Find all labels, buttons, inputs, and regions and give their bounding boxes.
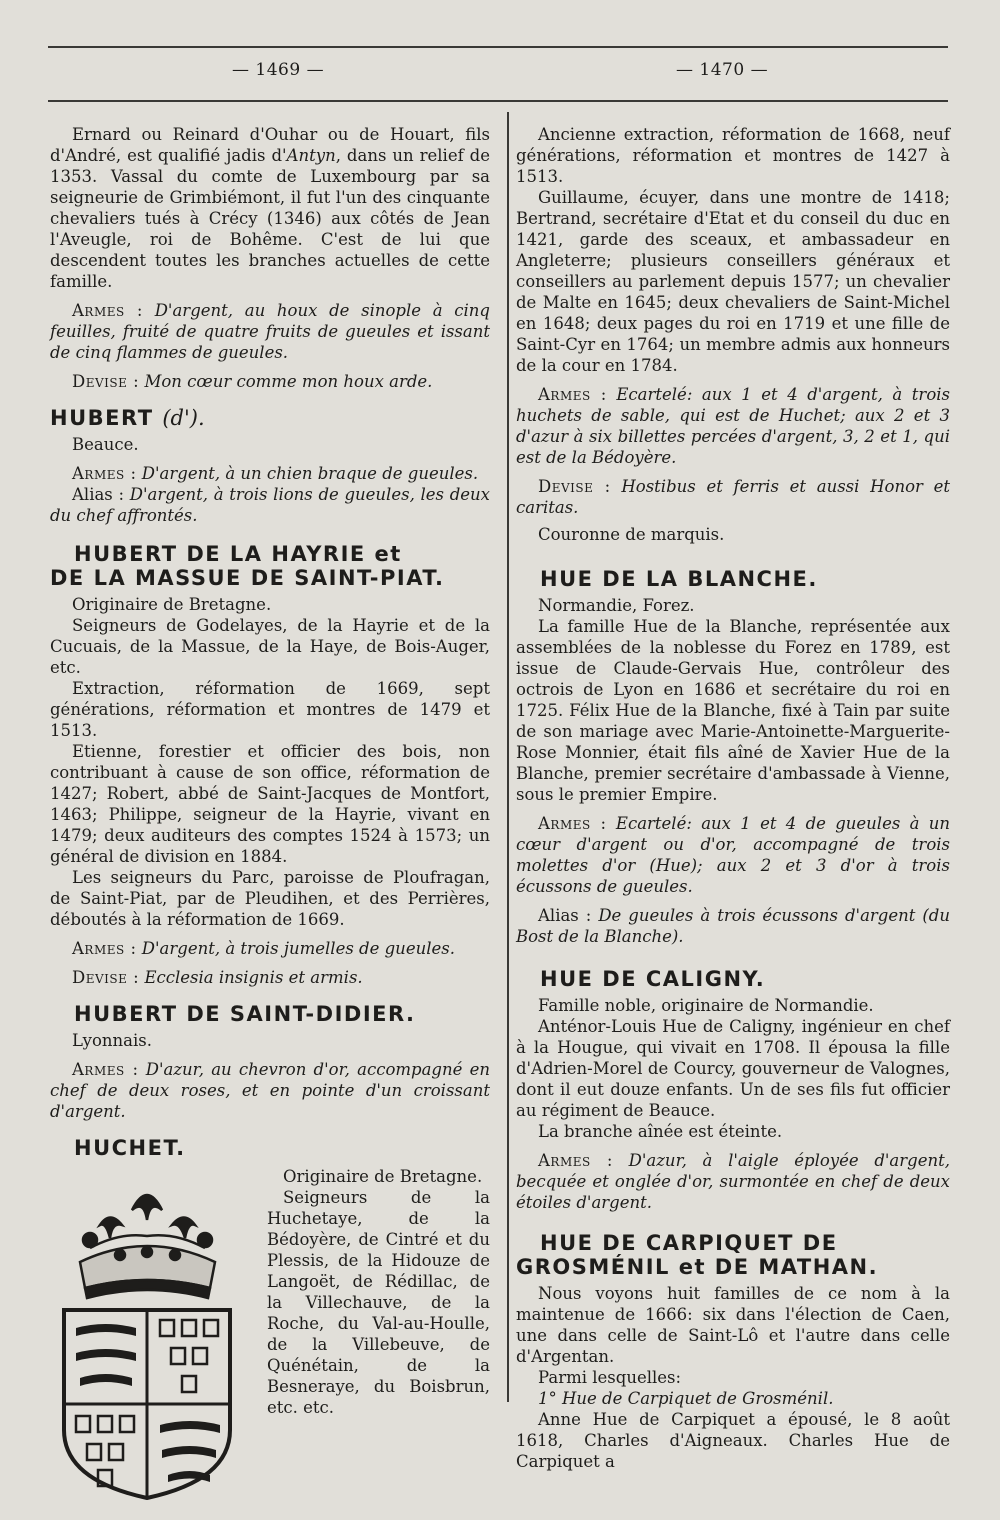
motto-line: Devise : Ecclesia insignis et armis. — [72, 968, 363, 987]
arms-line: Armes : Ecartelé: aux 1 et 4 d'argent, à trois huchets de sable, qui est de Huchet; aux 2 et 3 d'azur à six billettes percées d'argent, 3, 2 et 1, qui est de la Bédoyère. — [516, 385, 950, 467]
entry-heading: HUBERT DE LA HAYRIE et DE LA MASSUE DE SAINT-PIAT. — [50, 542, 445, 590]
paragraph: Ancienne extraction, réformation de 1668, neuf générations, réformation et montres de 1427 à 1513. — [516, 125, 950, 186]
left-column — [50, 124, 490, 1500]
crown-icon — [80, 1195, 215, 1298]
entry-heading: HUBERT DE SAINT-DIDIER. — [74, 1002, 416, 1026]
paragraph: Parmi lesquelles: — [538, 1368, 682, 1387]
motto-line: Devise : Mon cœur comme mon houx arde. — [72, 372, 433, 391]
paragraph: Extraction, réformation de 1669, sept générations, réformation et montres de 1479 et 1513. — [50, 679, 490, 740]
paragraph: Les seigneurs du Parc, paroisse de Ploufragan, de Saint-Piat, par de Pleudihen, et des Perrières, déboutés à la réformation de 1669. — [50, 868, 490, 929]
right-column — [516, 124, 950, 1472]
arms-line: Armes : Ecartelé: aux 1 et 4 de gueules à un cœur d'argent ou d'or, accompagné de trois molettes d'or (Hue); aux 2 et 3 d'or à trois écussons de gueules. — [516, 814, 951, 896]
motto-line: Devise : Hostibus et ferris et aussi Honor et caritas. — [516, 477, 951, 517]
entry-heading: HUE DE LA BLANCHE. — [540, 567, 818, 591]
paragraph: Famille noble, originaire de Normandie. — [538, 996, 874, 1015]
shield-icon — [64, 1310, 230, 1498]
paragraph: Guillaume, écuyer, dans une montre de 1418; Bertrand, secrétaire d'Etat et du conseil du duc en 1421, garde des sceaux, et ambassadeur en Angleterre; plusieurs conseillers généraux et conseillers au parlement depuis 1577; un chevalier de Malte en 1645; deux chevaliers de Saint-Michel en 1648; deux pages du roi en 1719 et une fille de Saint-Cyr en 1764; un membre admis aux honneurs de la cour en 1784. — [516, 188, 950, 375]
origin-line: Lyonnais. — [72, 1031, 153, 1050]
paragraph: La branche aînée est éteinte. — [538, 1122, 783, 1141]
arms-line: Armes : D'argent, au houx de sinople à cinq feuilles, fruité de quatre fruits de gueules et issant de cinq flammes de gueules. — [50, 301, 490, 362]
entry-heading: HUE DE CALIGNY. — [540, 967, 766, 991]
origin-line: Originaire de Bretagne. — [283, 1167, 483, 1186]
alias-line: Alias : De gueules à trois écussons d'argent (du Bost de la Blanche). — [516, 906, 950, 946]
top-border-rule — [48, 46, 948, 48]
paragraph: La famille Hue de la Blanche, représentée aux assemblées de la noblesse du Forez en 1789, est issue de Claude-Gervais Hue, contrôleur des octrois de Lyon en 1686 et secrétaire du roi en 1725. Félix Hue de la Blanche, fixé à Tain par suite de son mariage avec Marie-Antoinette-Marguerite-Rose Monnier, était fils aîné de Xavier Hue de la Blanche, premier secrétaire d'ambassade à Vienne, sous le premier Empire. — [516, 617, 950, 804]
paragraph: Anne Hue de Carpiquet a épousé, le 8 août 1618, Charles d'Aigneaux. Charles Hue de Carpiquet a — [516, 1410, 950, 1471]
alias-line: Alias : D'argent, à trois lions de gueules, les deux du chef affrontés. — [50, 485, 490, 525]
coat-of-arms-image — [50, 1170, 245, 1500]
arms-line: Armes : D'azur, à l'aigle éployée d'argent, becquée et onglée d'or, surmontée en chef de deux étoiles d'argent. — [516, 1151, 950, 1212]
entry-heading: HUE DE CARPIQUET DE GROSMÉNIL et DE MATHAN. — [516, 1231, 879, 1279]
origin-line: Originaire de Bretagne. — [72, 595, 272, 614]
header-rule — [48, 100, 948, 102]
paragraph: Seigneurs de la Huchetaye, de la Bédoyère, de Cintré et du Plessis, de la Hidouze de Langoët, de Rédillac, de la Villechauve, de la Roche, du Val-au-Houlle, de la Villebeuve, de Quénétain, de la Besneraye, du Boisbrun, etc. etc. — [267, 1188, 490, 1417]
entry-heading: HUBERT (d'). — [50, 406, 205, 430]
paragraph: Nous voyons huit familles de ce nom à la maintenue de 1666: six dans l'élection de Caen, une dans celle de Saint-Lô et l'autre dans celle d'Argentan. — [516, 1284, 950, 1366]
arms-line: Armes : D'argent, à trois jumelles de gueules. — [72, 939, 455, 958]
paragraph: Seigneurs de Godelayes, de la Hayrie et de la Cucuais, de la Massue, de la Haye, de Bois-Auger, etc. — [50, 616, 490, 677]
paragraph: Etienne, forestier et officier des bois, non contribuant à cause de son office, réformation de 1427; Robert, abbé de Saint-Jacques de Montfort, 1463; Philippe, seigneur de la Hayrie, vivant en 1479; deux auditeurs des comptes 1524 à 1573; un général de division en 1884. — [50, 742, 490, 866]
arms-line: Armes : D'argent, à un chien braque de gueules. — [72, 464, 479, 483]
entry-heading: HUCHET. — [74, 1136, 186, 1160]
arms-line: Armes : D'azur, au chevron d'or, accompagné en chef de deux roses, et en pointe d'un croissant d'argent. — [50, 1060, 490, 1121]
origin-line: Normandie, Forez. — [538, 596, 695, 615]
paragraph: 1° Hue de Carpiquet de Grosménil. — [538, 1389, 834, 1408]
left-page-number: — 1469 — — [232, 60, 325, 80]
right-page-number: — 1470 — — [676, 60, 769, 80]
crown-line: Couronne de marquis. — [538, 525, 725, 544]
origin-line: Beauce. — [72, 435, 139, 454]
paragraph: Ernard ou Reinard d'Ouhar ou de Houart, fils d'André, est qualifié jadis d'Antyn, dans un relief de 1353. Vassal du comte de Luxembourg par sa seigneurie de Grimbiémont, il fut l'un des cinquante chevaliers tués à Crécy (1346) aux côtés de Jean l'Aveugle, roi de Bohême. C'est de lui que descendent toutes les branches actuelles de cette famille. — [50, 125, 490, 291]
column-divider — [507, 112, 509, 1402]
huchet-block — [50, 1166, 490, 1418]
paragraph: Anténor-Louis Hue de Caligny, ingénieur en chef à la Hougue, qui vivait en 1708. Il épousa la fille d'Adrien-Morel de Courcy, gouverneur de Valognes, dont il eut douze enfants. Un de ses fils fut officier au régiment de Beauce. — [516, 1017, 950, 1120]
